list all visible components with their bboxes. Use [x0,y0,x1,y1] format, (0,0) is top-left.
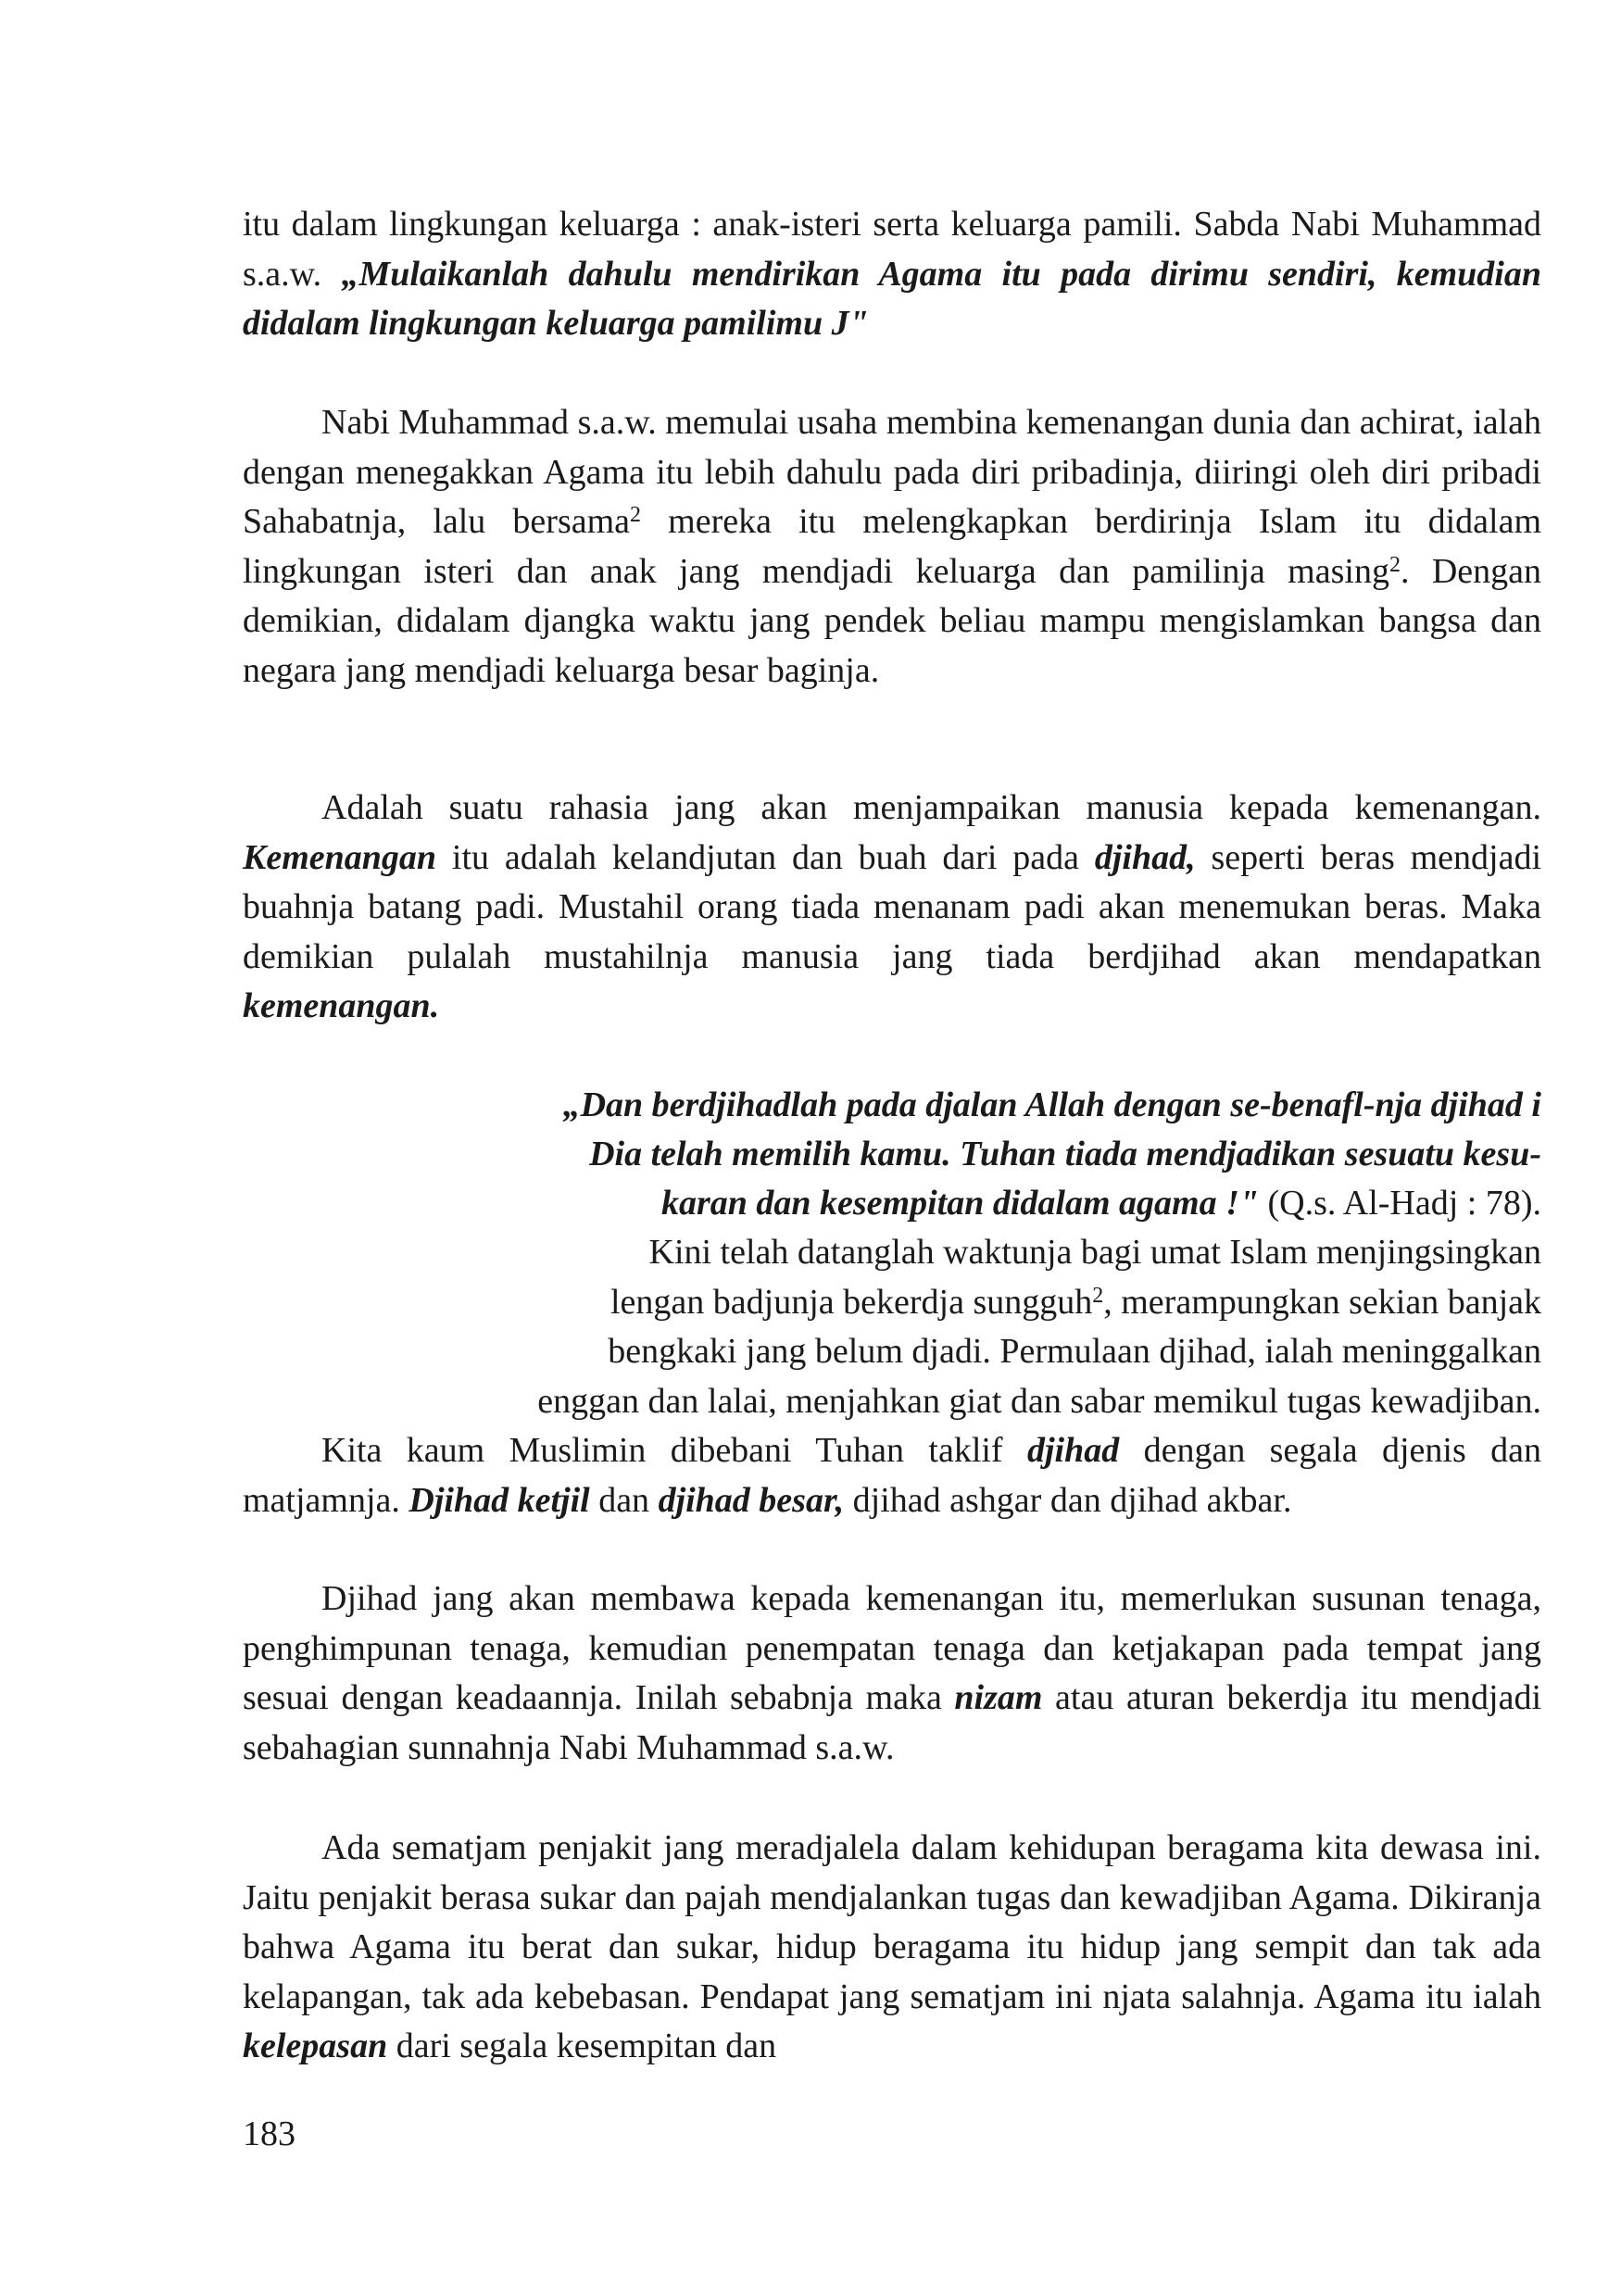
paragraph-6-text: atau aturan bekerdja itu mendjadi sebahagian sunnahnja Nabi Muhammad s.a.w. [243,1678,1541,1767]
paragraph-2-text-c: . Dengan demikian, didalam djangka waktu jang pendek beliau mampu mengislamkan bangsa dan negara jang mendjadi keluarga besar baginja. [243,551,1541,690]
emphasis-kelepasan: kelepasan [243,2026,388,2065]
emphasis-nizam: nizam [954,1678,1043,1717]
paragraph-5-text: dan [589,1480,659,1520]
paragraph-4-line: bengkaki jang belum djadi. Permulaan djihad, ialah meninggalkan [608,1332,1541,1371]
quote-line: Dia telah memilih kamu. Tuhan tiada mendjadikan sesuatu kesu- [589,1135,1541,1173]
paragraph-7 [243,1824,1541,2072]
paragraph-2-text-a: Nabi Muhammad s.a.w. memulai usaha membina kemenangan dunia dan achirat, ialah dengan menegakkan Agama itu lebih dahulu pada diri pribadinja, diiringi oleh diri pribadi Sahabatnja, lalu bersama [243,403,1541,541]
paragraph-3-text: seperti beras mendjadi buahnja batang padi. Mustahil orang tiada menanam padi akan menemukan beras. Maka demikian pulalah mustahilnja manusia jang tiada berdjihad akan mendapatkan [243,837,1541,976]
superscript-2: 2 [630,503,642,527]
paragraph-4-text: lengan badjunja bekerdja sungguh [610,1283,1093,1322]
emphasis-djihad: djihad [1026,1431,1120,1470]
paragraph-1-text: itu dalam lingkungan keluarga : anak-isteri serta keluarga pamili. Sabda Nabi Muhammad s.a.w. [243,205,1541,294]
quote-line [380,1179,1541,1229]
quote-line: „Dan berdjihadlah pada djalan Allah dengan se-benafl-nja djihad i [562,1085,1541,1124]
paragraph-7-text: dari segala kesempitan dan [387,2026,777,2065]
emphasis-djihad-besar: djihad besar, [658,1480,845,1520]
paragraph-3-text: itu adalah kelandjutan dan buah dari pada [436,837,1095,877]
paragraph-6 [243,1575,1541,1773]
paragraph-4-line: Kini telah datanglah waktunja bagi umat Islam menjingsingkan [648,1233,1541,1272]
emphasis-kemenangan: kemenangan. [243,986,440,1025]
quote-text: karan dan kesempitan didalam agama !" [660,1184,1259,1223]
superscript-2: 2 [1389,552,1401,577]
paragraph-6-text: Djihad jang akan membawa kepada kemenangan itu, memerlukan susunan tenaga, penghimpunan tenaga, kemudian penempatan tenaga dan ketjakapan pada tempat jang sesuai dengan keadaannja. Inilah sebabnja maka [243,1579,1541,1717]
quote-reference: (Q.s. Al-Hadj : 78). [1258,1184,1541,1223]
paragraph-2-text-b: mereka itu melengkapkan berdirinja Islam itu didalam lingkungan isteri dan anak jang mendjadi keluarga dan pamilinja masing [243,502,1541,591]
emphasis-kemenangan: Kemenangan [243,837,437,877]
paragraph-5-text: djihad ashgar dan djihad akbar. [844,1480,1292,1520]
paragraph-2 [243,398,1541,696]
hadith-quote: „Mulaikanlah dahulu mendirikan Agama itu pada dirimu sendiri, kemudian didalam lingkungan keluarga pamilimu J" [243,254,1541,343]
emphasis-djihad-ketjil: Djihad ketjil [408,1480,590,1520]
paragraph-3 [243,784,1541,1032]
paragraph-4-line: enggan dan lalai, menjahkan giat dan sabar memikul tugas kewadjiban. [537,1382,1541,1421]
paragraph-4-line [306,1278,1541,1328]
paragraph-7-text: Ada sematjam penjakit jang meradjalela dalam kehidupan beragama kita dewasa ini. Jaitu penjakit berasa sukar dan pajah mendjalankan tugas dan kewadjiban Agama. Dikiranja bahwa Agama itu berat dan sukar, hidup beragama itu hidup jang sempit dan tak ada kelapangan, tak ada kebebasan. Pendapat jang sematjam ini njata salahnja. Agama itu ialah [243,1828,1541,2016]
paragraph-5-text: dengan segala djenis dan matjamnja. [243,1431,1541,1520]
paragraph-1 [243,200,1541,349]
superscript-2: 2 [1092,1284,1104,1308]
paragraph-5-text: Kita kaum Muslimin dibebani Tuhan taklif [321,1431,1027,1470]
emphasis-djihad: djihad, [1094,837,1196,877]
page-number: 183 [243,2114,295,2153]
paragraph-5 [243,1426,1541,1525]
paragraph-4-text: , merampungkan sekian banjak [1103,1283,1541,1322]
paragraph-3-text: Adalah suatu rahasia jang akan menjampaikan manusia kepada kemenangan. [321,788,1541,827]
